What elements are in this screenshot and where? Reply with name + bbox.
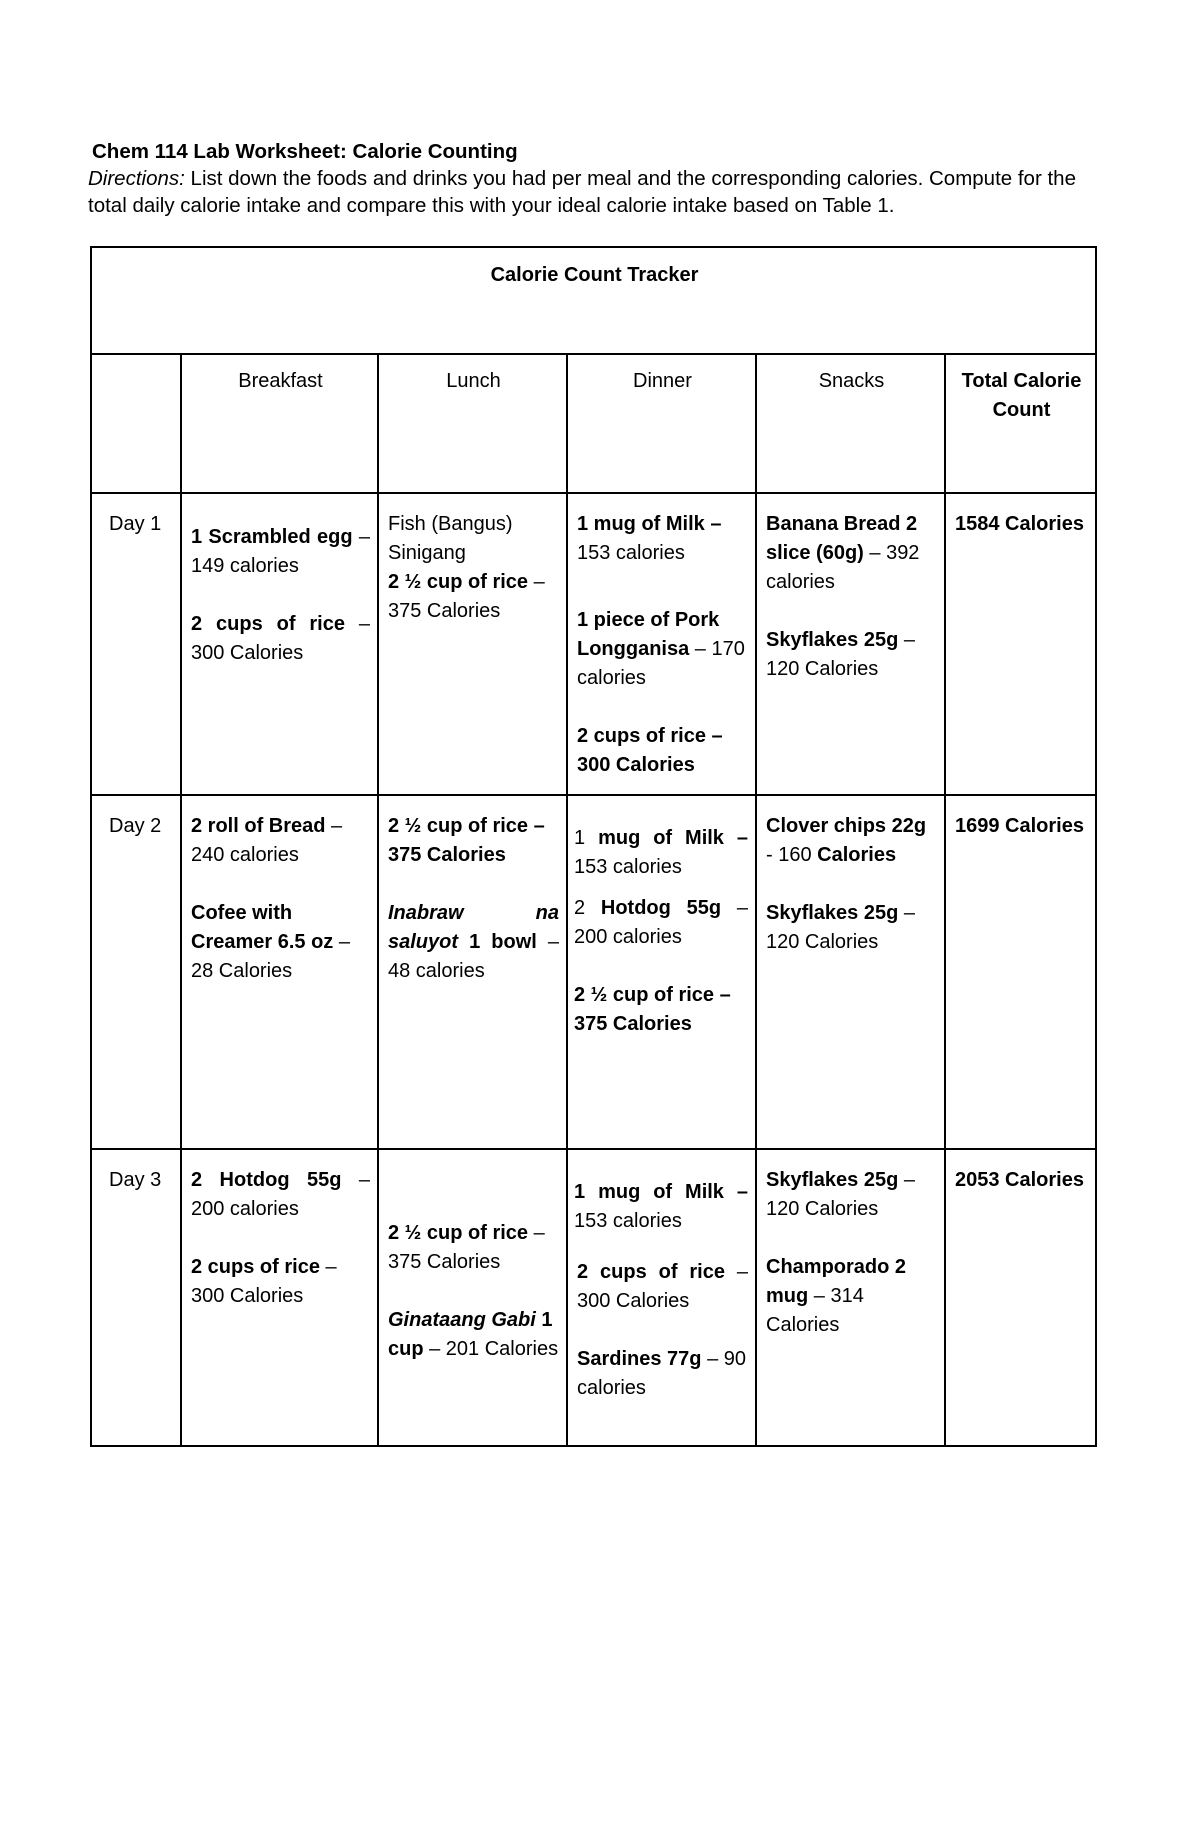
food-entry <box>574 1258 748 1316</box>
food-name: 2 ½ cup of rice <box>388 571 529 593</box>
food-entry <box>577 597 748 693</box>
food-entry <box>577 510 748 568</box>
table-row-day-1 <box>91 493 1096 795</box>
food-name: 2 cups of rice <box>577 1261 725 1283</box>
day2-lunch-cell <box>378 795 567 1149</box>
food-name: Ginataang Gabi <box>388 1309 536 1331</box>
food-calories: – 200 calories <box>191 1169 370 1220</box>
column-header-snacks: Snacks <box>756 354 945 493</box>
food-entry <box>388 812 559 870</box>
food-entry <box>574 981 748 1039</box>
food-calories: – 392 calories <box>766 542 920 593</box>
food-calories: – 120 Calories <box>766 902 916 953</box>
food-name: Skyflakes 25g <box>766 629 899 651</box>
day1-lunch-cell <box>378 493 567 795</box>
food-calories: – 300 Calories <box>577 1261 748 1312</box>
day3-breakfast-cell <box>181 1149 378 1446</box>
worksheet-title: Chem 114 Lab Worksheet: Calorie Counting <box>92 140 518 163</box>
food-count: 2 <box>574 897 601 919</box>
column-header-total: Total Calorie Count <box>945 354 1096 493</box>
food-entry <box>388 1166 559 1277</box>
food-entry <box>766 1253 937 1340</box>
food-calories: – 300 Calories <box>191 613 370 664</box>
food-count: 1 <box>574 827 599 849</box>
food-calories: 153 calories <box>574 1210 682 1232</box>
day2-total-cell: 1699 Calories <box>945 795 1096 1149</box>
food-calories: – 314 Calories <box>766 1285 864 1336</box>
food-calories: – 90 calories <box>577 1348 746 1399</box>
food-name: mug of Milk – <box>598 827 748 849</box>
food-entry <box>388 1306 559 1364</box>
directions-body: List down the foods and drinks you had per meal and the corresponding calories. Compute for the total daily calorie intake and compare this with your ideal calorie intake based on Table 1. <box>88 167 1076 217</box>
food-calories: – 170 calories <box>577 638 745 689</box>
food-name: 2 cups of rice <box>191 613 345 635</box>
table-title-row <box>91 247 1096 354</box>
food-entry <box>191 1253 370 1311</box>
table-row-day-2 <box>91 795 1096 1149</box>
day1-snacks-cell <box>756 493 945 795</box>
day2-snacks-cell <box>756 795 945 1149</box>
food-name: Inabraw na saluyot <box>388 902 559 953</box>
day2-breakfast-cell <box>181 795 378 1149</box>
food-entry <box>574 812 748 882</box>
food-calories: – 240 calories <box>191 815 343 866</box>
food-name: 1 mug of Milk – <box>577 513 722 535</box>
food-name: 1 Scrambled egg <box>191 526 353 548</box>
day1-dinner-cell <box>567 493 756 795</box>
food-name: 2 ½ cup of rice <box>388 1222 529 1244</box>
column-header-dinner: Dinner <box>567 354 756 493</box>
food-calories: – 120 Calories <box>766 1169 916 1220</box>
header-empty-cell <box>91 354 181 493</box>
food-name: 2 cups of rice <box>191 1256 320 1278</box>
food-calories: – 48 calories <box>388 931 559 982</box>
day3-lunch-cell <box>378 1149 567 1446</box>
calorie-tracker-table <box>90 246 1097 1447</box>
food-entry <box>191 1166 370 1224</box>
food-entry <box>191 899 370 986</box>
food-entry <box>766 510 937 597</box>
column-header-lunch: Lunch <box>378 354 567 493</box>
food-name: Skyflakes 25g <box>766 1169 899 1191</box>
food-calories: 153 calories <box>574 856 682 878</box>
food-name: Champorado 2 mug <box>766 1256 907 1307</box>
food-quantity: 1 cup <box>388 1309 553 1360</box>
food-entry <box>766 812 937 870</box>
food-entry <box>574 882 748 952</box>
day-label: Day 1 <box>91 493 181 795</box>
food-name: Fish (Bangus) Sinigang <box>388 513 513 564</box>
food-calories: – 28 Calories <box>191 931 350 982</box>
food-entry <box>574 1166 748 1236</box>
food-entry <box>766 899 937 957</box>
food-name: 2 ½ cup of rice – 375 Calories <box>388 815 545 866</box>
food-name: 2 ½ cup of rice – 375 Calories <box>574 984 731 1035</box>
day-label: Day 2 <box>91 795 181 1149</box>
food-entry <box>577 722 748 780</box>
food-name: 1 piece of Pork Longganisa <box>577 609 720 660</box>
column-header-breakfast: Breakfast <box>181 354 378 493</box>
table-header-row <box>91 354 1096 493</box>
food-calories: – 120 Calories <box>766 629 916 680</box>
directions-text <box>88 165 1088 219</box>
food-name: Hotdog 55g <box>600 897 722 919</box>
food-entry <box>388 510 559 568</box>
food-calories: – 201 Calories <box>423 1338 559 1360</box>
food-entry <box>766 626 937 684</box>
food-calories: - 160 <box>766 844 818 866</box>
food-calories: – 300 Calories <box>191 1256 337 1307</box>
food-name: 2 cups of rice – 300 Calories <box>577 725 723 776</box>
directions-label: Directions: <box>88 167 185 190</box>
food-name: 2 roll of Bread <box>191 815 326 837</box>
food-unit: Calories <box>817 844 897 866</box>
day3-snacks-cell <box>756 1149 945 1446</box>
food-calories: – 375 Calories <box>388 1222 545 1273</box>
food-name: Banana Bread 2 slice (60g) <box>766 513 918 564</box>
food-name: Cofee with Creamer 6.5 oz <box>191 902 334 953</box>
food-entry <box>388 568 559 626</box>
food-entry <box>191 510 370 581</box>
day2-dinner-cell <box>567 795 756 1149</box>
food-entry <box>191 610 370 668</box>
food-entry <box>191 812 370 870</box>
food-entry <box>574 1345 748 1403</box>
food-name: 2 Hotdog 55g <box>191 1169 342 1191</box>
day3-total-cell: 2053 Calories <box>945 1149 1096 1446</box>
table-title: Calorie Count Tracker <box>91 247 1096 354</box>
food-name: Clover chips 22g <box>766 815 927 837</box>
day1-breakfast-cell <box>181 493 378 795</box>
worksheet-header <box>88 138 1088 219</box>
food-calories: – 200 calories <box>574 897 748 948</box>
food-entry <box>388 899 559 986</box>
food-calories: – 375 Calories <box>388 571 545 622</box>
food-calories: 153 calories <box>577 542 685 564</box>
table-row-day-3 <box>91 1149 1096 1446</box>
food-quantity: 1 bowl <box>458 931 537 953</box>
food-name: Skyflakes 25g <box>766 902 899 924</box>
food-calories: – 149 calories <box>191 526 370 577</box>
day-label: Day 3 <box>91 1149 181 1446</box>
day3-dinner-cell <box>567 1149 756 1446</box>
food-name: Sardines 77g <box>577 1348 702 1370</box>
food-name: 1 mug of Milk – <box>574 1181 748 1203</box>
day1-total-cell: 1584 Calories <box>945 493 1096 795</box>
food-entry <box>766 1166 937 1224</box>
